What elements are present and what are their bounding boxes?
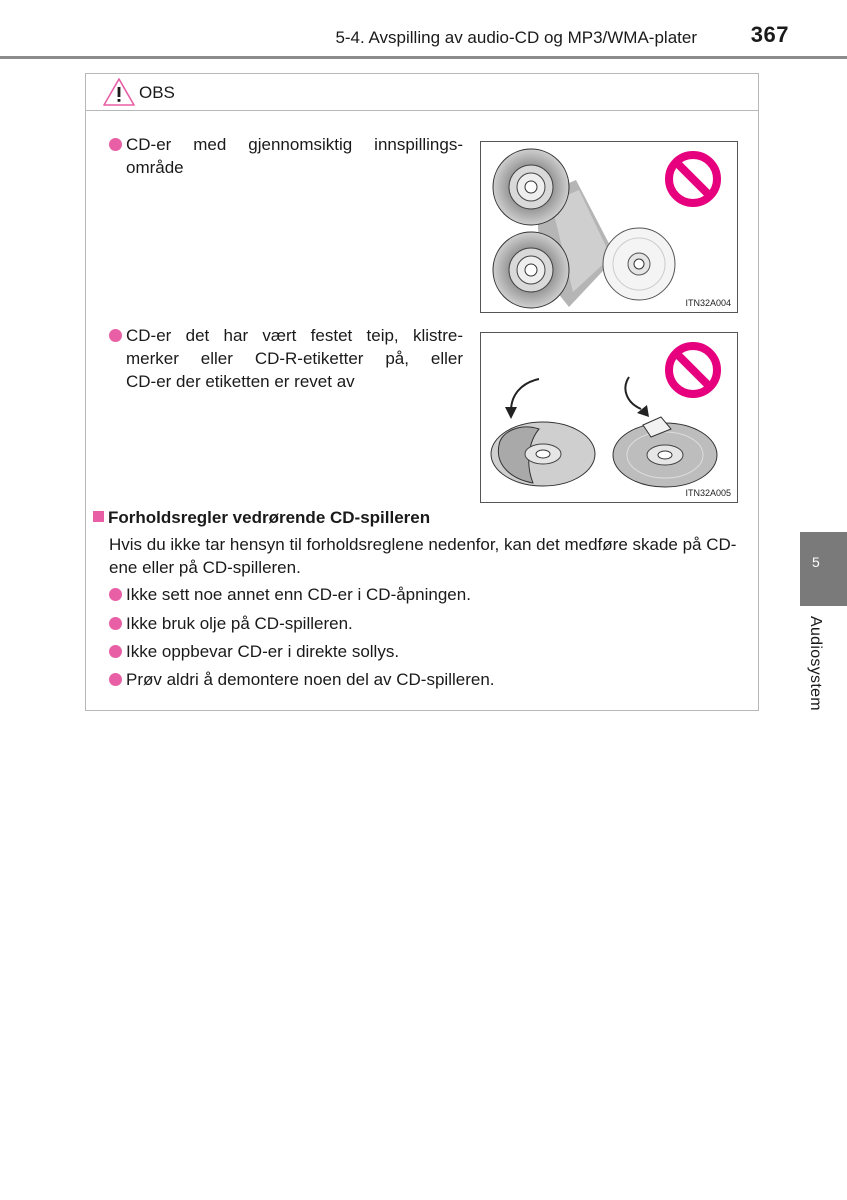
section-heading-text: Forholdsregler vedrørende CD-spilleren: [108, 508, 431, 527]
bullet-dot: [109, 617, 122, 630]
warning-triangle-icon: [102, 77, 136, 107]
list-item-text: Prøv aldri å demontere noen del av CD-spilleren.: [126, 670, 495, 689]
bullet-dot: [109, 588, 122, 601]
chapter-tab[interactable]: [800, 532, 847, 606]
prohibited-icon: [669, 155, 717, 203]
obs-item-transparent-cd: [109, 133, 463, 179]
list-item: [109, 640, 399, 663]
list-item-text: Ikke sett noe annet enn CD-er i CD-åpningen.: [126, 585, 471, 604]
figure-taped-cds: [480, 332, 738, 503]
obs-item-line: CD-er der etiketten er revet av: [126, 372, 355, 391]
obs-item-line: CD-er med gjennomsiktig innspillings-: [126, 135, 463, 154]
bullet-dot: [109, 645, 122, 658]
header-rule: [0, 56, 847, 59]
chapter-tab-number: 5: [812, 554, 820, 570]
obs-item-line: merker eller CD-R-etiketter på, eller: [126, 349, 463, 368]
list-item: [109, 668, 495, 691]
section-square-icon: [93, 511, 104, 522]
list-item-text: Ikke oppbevar CD-er i direkte sollys.: [126, 642, 400, 661]
figure-transparent-cds: [480, 141, 738, 313]
obs-item-taped-cd: [109, 324, 463, 393]
list-item-text: Ikke bruk olje på CD-spilleren.: [126, 614, 353, 633]
obs-header: [86, 74, 758, 111]
figure-code: ITN32A005: [685, 488, 731, 498]
chapter-label: Audiosystem: [807, 616, 824, 711]
obs-item-line: område: [126, 158, 184, 177]
prohibited-icon: [669, 346, 717, 394]
bullet-dot: [109, 673, 122, 686]
taped-cds-illustration: [481, 333, 737, 502]
running-header-title: 5-4. Avspilling av audio-CD og MP3/WMA-plater: [335, 28, 697, 47]
bullet-dot: [109, 329, 122, 342]
obs-label: OBS: [139, 83, 175, 102]
transparent-cds-illustration: [481, 142, 737, 312]
bullet-dot: [109, 138, 122, 151]
obs-item-line: CD-er det har vært festet teip, klistre-: [126, 326, 463, 345]
section-intro: Hvis du ikke tar hensyn til forholdsreglene nedenfor, kan det medføre skade på CD-ene eller på CD-spilleren.: [109, 535, 737, 577]
section-heading: [93, 508, 430, 528]
page-number: 367: [750, 22, 789, 47]
list-item: [109, 612, 353, 635]
list-item: [109, 583, 471, 606]
figure-code: ITN32A004: [685, 298, 731, 308]
